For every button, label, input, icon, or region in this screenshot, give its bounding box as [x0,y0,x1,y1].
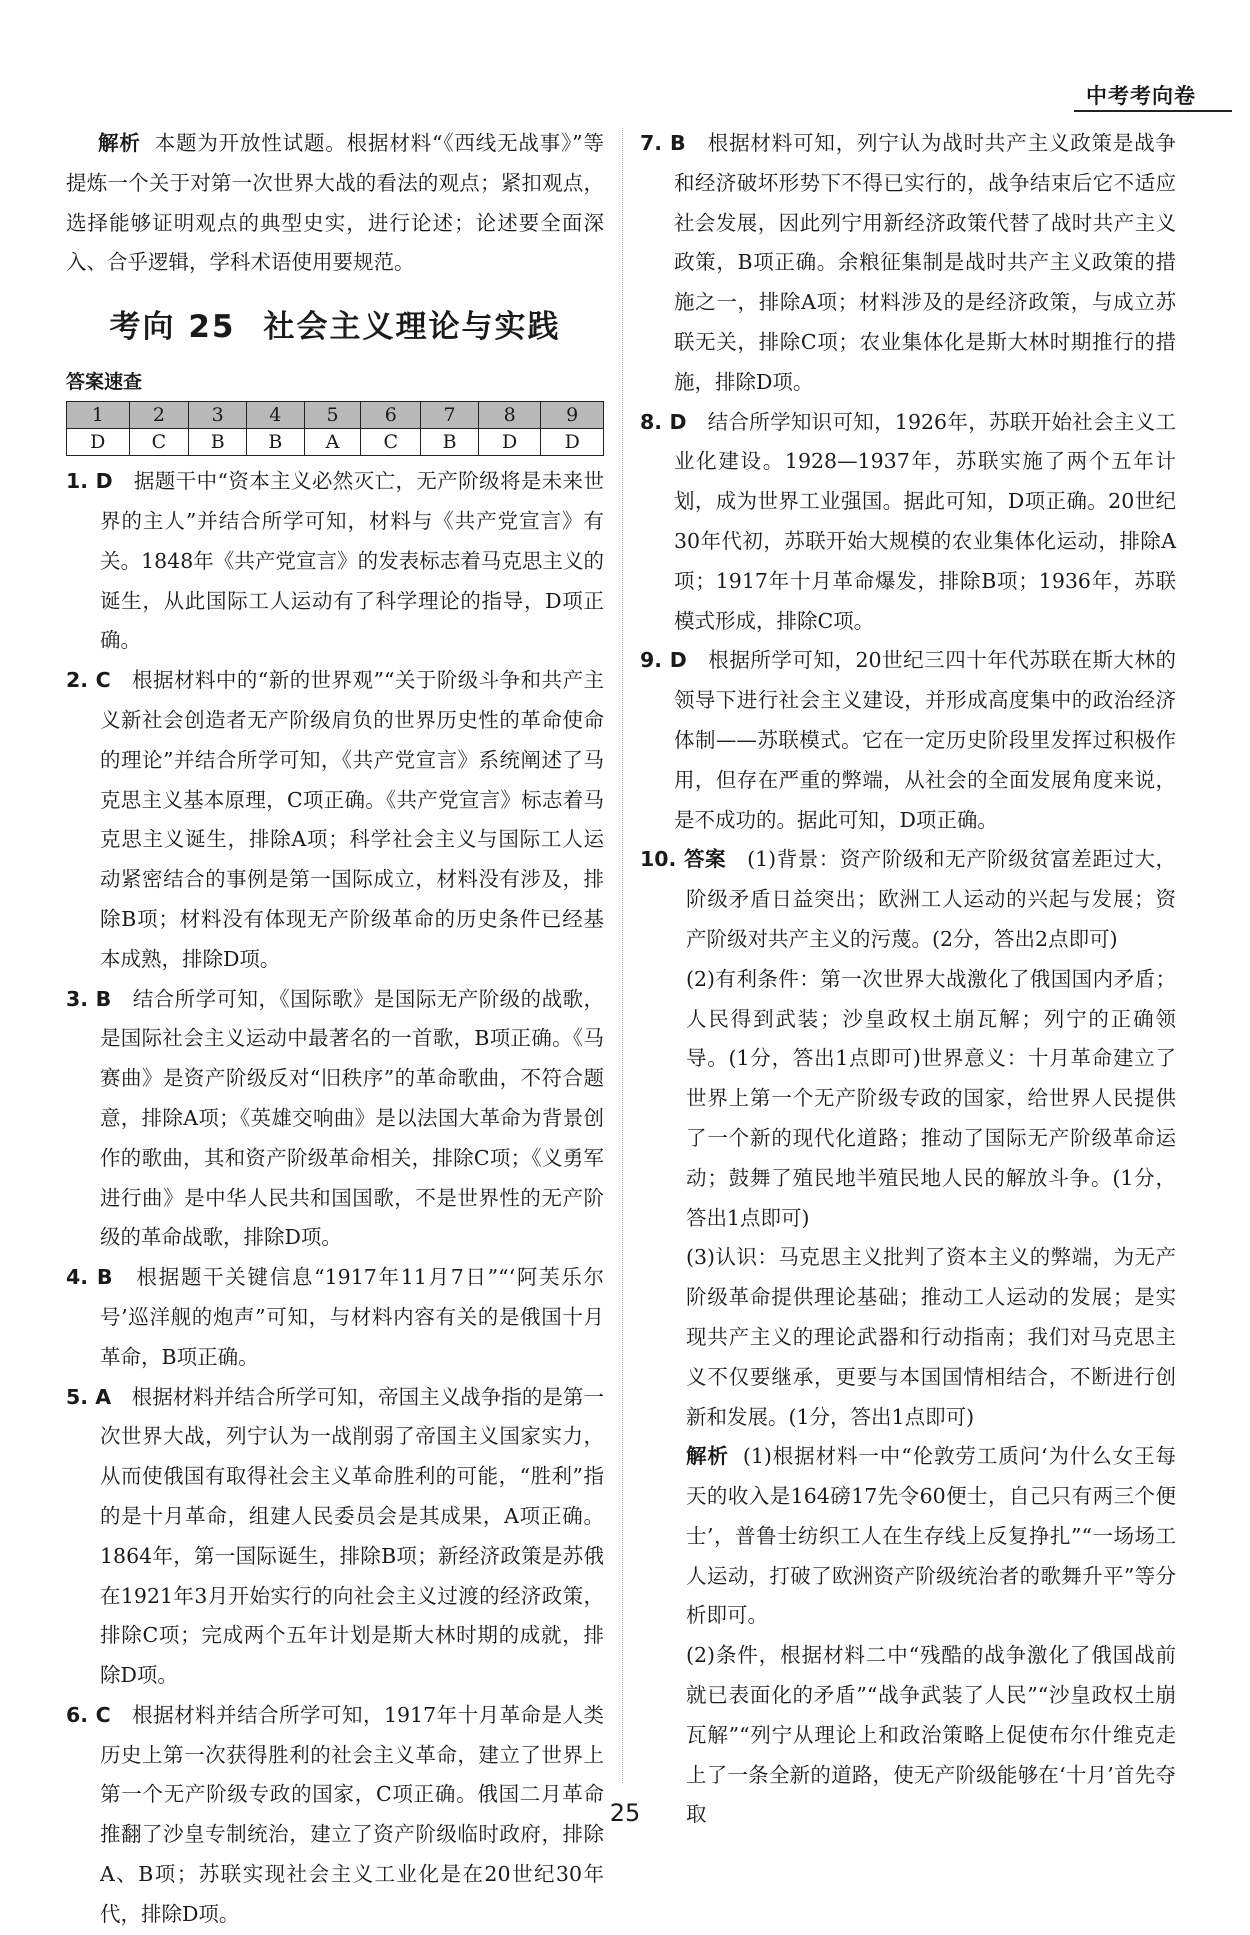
item-text: 根据所学可知，20世纪三四十年代苏联在斯大林的领导下进行社会主义建设，并形成高度集中的政治经济体制——苏联模式。它在一定历史阶段里发挥过积极作用，但存在严重的弊端，从社会的全面发展角度来说，是不成功的。据此可知，D项正确。 [674,648,1176,832]
item-number: 9. D [640,648,687,673]
item-text: 根据材料可知，列宁认为战时共产主义政策是战争和经济破坏形势下不得已实行的，战争结束后它不适应社会发展，因此列宁用新经济政策代替了战时共产主义政策，B项正确。余粮征集制是战时共产主义政策的措施之一，排除A项；材料涉及的是经济政策，与成立苏联无关，排除C项；农业集体化是斯大林时期推行的措施，排除D项。 [674,131,1176,394]
item-number: 5. A [66,1384,112,1409]
answer-number-cell: 5 [304,402,361,429]
answer-number-cell: 3 [189,402,247,429]
answer-letter-cell: C [129,429,189,456]
answer-number-cell: 1 [67,402,130,429]
q10-answer-part-2: (2)有利条件：第一次世界大战激化了俄国国内矛盾；人民得到武装；沙皇政权土崩瓦解；列宁的正确领导。(1分，答出1点即可)世界意义：十月革命建立了世界上第一个无产阶级专政的国家，给世界人民提供了一个新的现代化道路；推动了国际无产阶级革命运动；鼓舞了殖民地半殖民地人民的解放斗争。(1分，答出1点即可) [686,966,1176,1230]
quick-answers-title: 答案速查 [66,371,143,394]
item-number: 3. B [66,986,112,1011]
answer-item-9 [640,641,1176,840]
item-text: 据题干中“资本主义必然灭亡，无产阶级将是未来世界的主人”并结合所学可知，材料与《共产党宣言》有关。1848年《共产党宣言》的发表标志着马克思主义的诞生，从此国际工人运动有了科学理论的指导，D项正确。 [100,469,605,653]
right-column [640,124,1176,1835]
item-text: 结合所学可知，《国际歌》是国际无产阶级的战歌，是国际社会主义运动中最著名的一首歌，B项正确。《马赛曲》是资产阶级反对“旧秩序”的革命歌曲，不符合题意，排除A项；《英雄交响曲》是以法国大革命为背景创作的歌曲，其和资产阶级革命相关，排除C项；《义勇军进行曲》是中华人民共和国国歌，不是世界性的无产阶级的革命战歌，排除D项。 [100,986,605,1250]
q10-analysis-part-2: (2)条件，根据材料二中“残酷的战争激化了俄国战前就已表面化的矛盾”“战争武装了人民”“沙皇政权土崩瓦解”“列宁从理论上和政治策略上促使布尔什维克走上了一条全新的道路，使无产阶级能够在‘十月’首先夺取 [686,1643,1176,1827]
answer-letter-cell: B [247,429,305,456]
item-number: 1. D [66,469,113,494]
section-title-main: 社会主义理论与实践 [263,309,561,346]
header-rule [1074,110,1232,112]
answer-number-cell: 6 [361,402,421,429]
intro-analysis-label: 解析 [98,131,141,155]
q10-analysis-part-1: (1)根据材料一中“伦敦劳工质问‘为什么女王每天的收入是164磅17先令60便士，自己只有两三个便士’，普鲁士纺织工人在生存线上反复挣扎”“一场场工人运动，打破了欧洲资产阶级统治者的歌舞升平”等分析即可。 [686,1444,1177,1628]
answer-item-3 [66,980,604,1259]
q10-analysis [640,1437,1176,1636]
answer-item-8 [640,403,1176,642]
item-number: 7. B [640,131,686,155]
answer-table-answer-row [67,429,604,456]
item-text: 根据材料中的“新的世界观”“关于阶级斗争和共产主义新社会创造者无产阶级肩负的世界历史性的革命使命的理论”并结合所学可知，《共产党宣言》系统阐述了马克思主义基本原理，C项正确。《共产党宣言》标志着马克思主义诞生，排除A项；科学社会主义与国际工人运动紧密结合的事例是第一国际成立，材料没有涉及，排除B项；材料没有体现无产阶级革命的历史条件已经基本成熟，排除D项。 [100,668,604,971]
answer-item-4 [66,1258,604,1377]
column-divider [622,128,623,1783]
answer-table [66,401,604,456]
answer-letter-cell: B [189,429,247,456]
intro-analysis-text: 本题为开放性试题。根据材料“《西线无战事》”等提炼一个关于对第一次世界大战的看法的观点；紧扣观点，选择能够证明观点的典型史实，进行论述；论述要全面深入、合乎逻辑，学科术语使用要规范。 [66,131,604,275]
answer-letter-cell: B [421,429,479,456]
answer-item-2 [66,661,604,979]
item-number: 8. D [640,409,687,434]
answer-number-cell: 7 [421,402,479,429]
answer-item-10 [640,840,1176,959]
answer-letter-cell: D [67,429,130,456]
answer-number-cell: 8 [478,402,541,429]
section-title-prefix: 考向 25 [109,309,236,346]
answer-letter-cell: D [478,429,541,456]
item-text: 结合所学知识可知，1926年，苏联开始社会主义工业化建设。1928—1937年，苏联实施了两个五年计划，成为世界工业强国。据此可知，D项正确。20世纪30年代初，苏联开始大规模的农业集体化运动，排除A项；1917年十月革命爆发，排除B项；1936年，苏联模式形成，排除C项。 [674,409,1176,633]
item-text: 根据材料并结合所学可知，1917年十月革命是人类历史上第一次获得胜利的社会主义革命，建立了世界上第一个无产阶级专政的国家，C项正确。俄国二月革命推翻了沙皇专制统治，建立了资产阶级临时政府，排除A、B项；苏联实现社会主义工业化是在20世纪30年代，排除D项。 [100,1702,605,1926]
answer-letter-cell: D [541,429,604,456]
answer-number-cell: 9 [541,402,604,429]
answer-table-header-row [67,402,604,429]
item-number: 10. 答案 [640,847,727,872]
answer-number-cell: 2 [129,402,189,429]
answer-letter-cell: C [361,429,421,456]
q10-analysis-label: 解析 [686,1444,729,1469]
answer-item-1 [66,462,604,661]
page-number: 25 [609,1799,641,1827]
section-title [66,307,604,347]
q10-answer-part-1: (1)背景：资产阶级和无产阶级贫富差距过大，阶级矛盾日益突出；欧洲工人运动的兴起与发展；资产阶级对共产主义的污蔑。(2分，答出2点即可) [686,847,1177,951]
item-text: 根据题干关键信息“1917年11月7日”“‘阿芙乐尔号’巡洋舰的炮声”可知，与材料内容有关的是俄国十月革命，B项正确。 [100,1265,604,1369]
item-text: 根据材料并结合所学可知，帝国主义战争指的是第一次世界大战，列宁认为一战削弱了帝国主义国家实力，从而使俄国有取得社会主义革命胜利的可能，“胜利”指的是十月革命，组建人民委员会是其成果，A项正确。1864年，第一国际诞生，排除B项；新经济政策是苏俄在1921年3月开始实行的向社会主义过渡的经济政策，排除C项；完成两个五年计划是斯大林时期的成就，排除D项。 [100,1384,604,1688]
answer-number-cell: 4 [247,402,305,429]
answer-item-7 [640,124,1176,403]
answer-letter-cell: A [304,429,361,456]
q10-answer-part-3: (3)认识：马克思主义批判了资本主义的弊端，为无产阶级革命提供理论基础；推动工人运动的发展；是实现共产主义的理论武器和行动指南；我们对马克思主义不仅要继承，更要与本国国情相结合，不断进行创新和发展。(1分，答出1点即可) [686,1245,1176,1429]
series-tag: 中考考向卷 [1086,84,1196,108]
item-number: 4. B [66,1265,113,1290]
item-number: 6. C [66,1702,111,1727]
intro-analysis [66,124,604,283]
item-number: 2. C [66,668,111,693]
left-column [66,124,604,1935]
answer-item-5 [66,1378,604,1696]
